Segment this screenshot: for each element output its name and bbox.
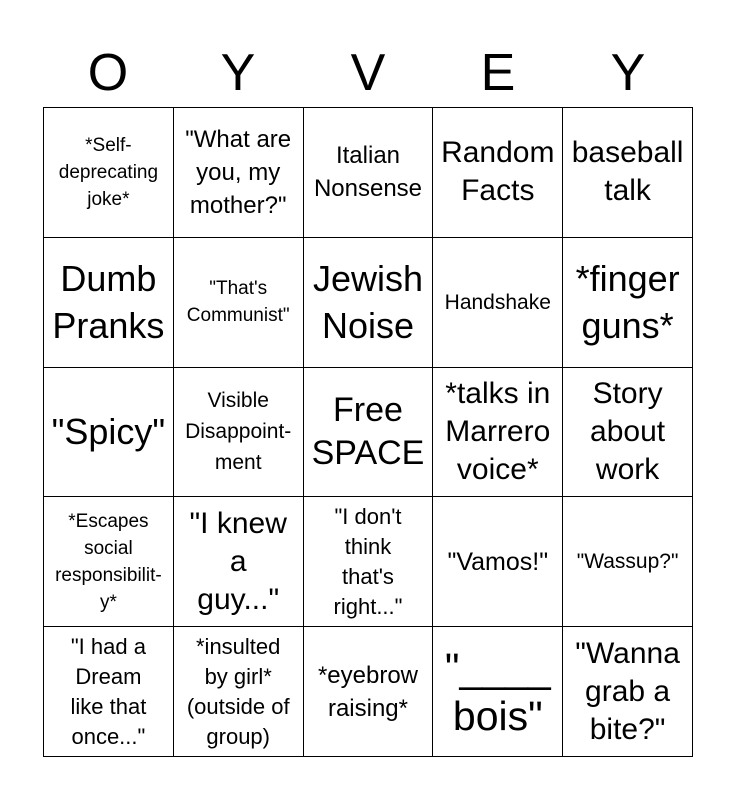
bingo-cell-r4-c4[interactable] <box>433 497 563 627</box>
header-letter-3: V <box>350 44 386 102</box>
cell-text: "I had a Dream like that once..." <box>70 633 147 749</box>
bingo-cell-r1-c3[interactable] <box>304 108 434 238</box>
cell-text: *talks in Marrero voice* <box>445 376 551 486</box>
bingo-cell-r4-c1[interactable] <box>44 497 174 627</box>
bingo-cell-r3-c1[interactable] <box>44 368 174 498</box>
cell-text: "Vamos!" <box>447 547 549 576</box>
cell-text: Italian Nonsense <box>313 142 423 203</box>
cell-text: *insulted by girl* (outside of group) <box>186 633 290 749</box>
cell-text: "Wassup?" <box>576 550 679 574</box>
header-letter-2: Y <box>220 44 256 102</box>
bingo-cell-r2-c4[interactable] <box>433 238 563 368</box>
cell-text: Handshake <box>444 290 551 314</box>
cell-text: "What are you, my mother?" <box>185 125 292 219</box>
bingo-cell-r3-c4[interactable] <box>433 368 563 498</box>
header-letter-1: O <box>87 44 129 102</box>
bingo-cell-r4-c2[interactable] <box>174 497 304 627</box>
cell-text: *Self- deprecating joke* <box>58 134 159 210</box>
cell-text: "____ bois" <box>444 644 551 739</box>
cell-text: "Wanna grab a bite?" <box>575 636 680 746</box>
bingo-cell-r5-c4[interactable] <box>433 627 563 757</box>
bingo-header <box>43 40 693 106</box>
cell-text: baseball talk <box>571 136 684 208</box>
cell-text: "That's Communist" <box>186 278 290 327</box>
bingo-cell-r5-c1[interactable] <box>44 627 174 757</box>
cell-text: Visible Disappoint- ment <box>185 389 292 475</box>
cell-text: Free SPACE <box>311 390 425 472</box>
bingo-cell-r1-c4[interactable] <box>433 108 563 238</box>
bingo-cell-r3-c2[interactable] <box>174 368 304 498</box>
cell-text: "I knew a guy..." <box>189 506 287 616</box>
bingo-cell-r3-c5[interactable] <box>563 368 693 498</box>
cell-text: Dumb Pranks <box>52 258 165 347</box>
cell-text: Story about work <box>590 376 666 486</box>
bingo-cell-r3-c3[interactable] <box>304 368 434 498</box>
cell-text: *eyebrow raising* <box>317 661 419 722</box>
bingo-cell-r1-c5[interactable] <box>563 108 693 238</box>
cell-text: *finger guns* <box>575 258 680 347</box>
header-letter-4: E <box>480 44 516 102</box>
bingo-cell-r5-c2[interactable] <box>174 627 304 757</box>
bingo-cell-r5-c3[interactable] <box>304 627 434 757</box>
cell-text: *Escapes social responsibilit- y* <box>55 510 162 613</box>
bingo-cell-r2-c3[interactable] <box>304 238 434 368</box>
bingo-cell-r4-c5[interactable] <box>563 497 693 627</box>
bingo-cell-r2-c5[interactable] <box>563 238 693 368</box>
bingo-cell-r2-c1[interactable] <box>44 238 174 368</box>
cell-text: Jewish Noise <box>312 258 424 347</box>
bingo-cell-r1-c2[interactable] <box>174 108 304 238</box>
cell-text: "I don't think that's right..." <box>333 503 403 619</box>
header-letter-5: Y <box>610 44 646 102</box>
bingo-board <box>43 107 693 757</box>
bingo-cell-r1-c1[interactable] <box>44 108 174 238</box>
bingo-cell-r4-c3[interactable] <box>304 497 434 627</box>
bingo-cell-r5-c5[interactable] <box>563 627 693 757</box>
cell-text: "Spicy" <box>51 411 166 453</box>
cell-text: Random Facts <box>441 136 555 208</box>
bingo-cell-r2-c2[interactable] <box>174 238 304 368</box>
